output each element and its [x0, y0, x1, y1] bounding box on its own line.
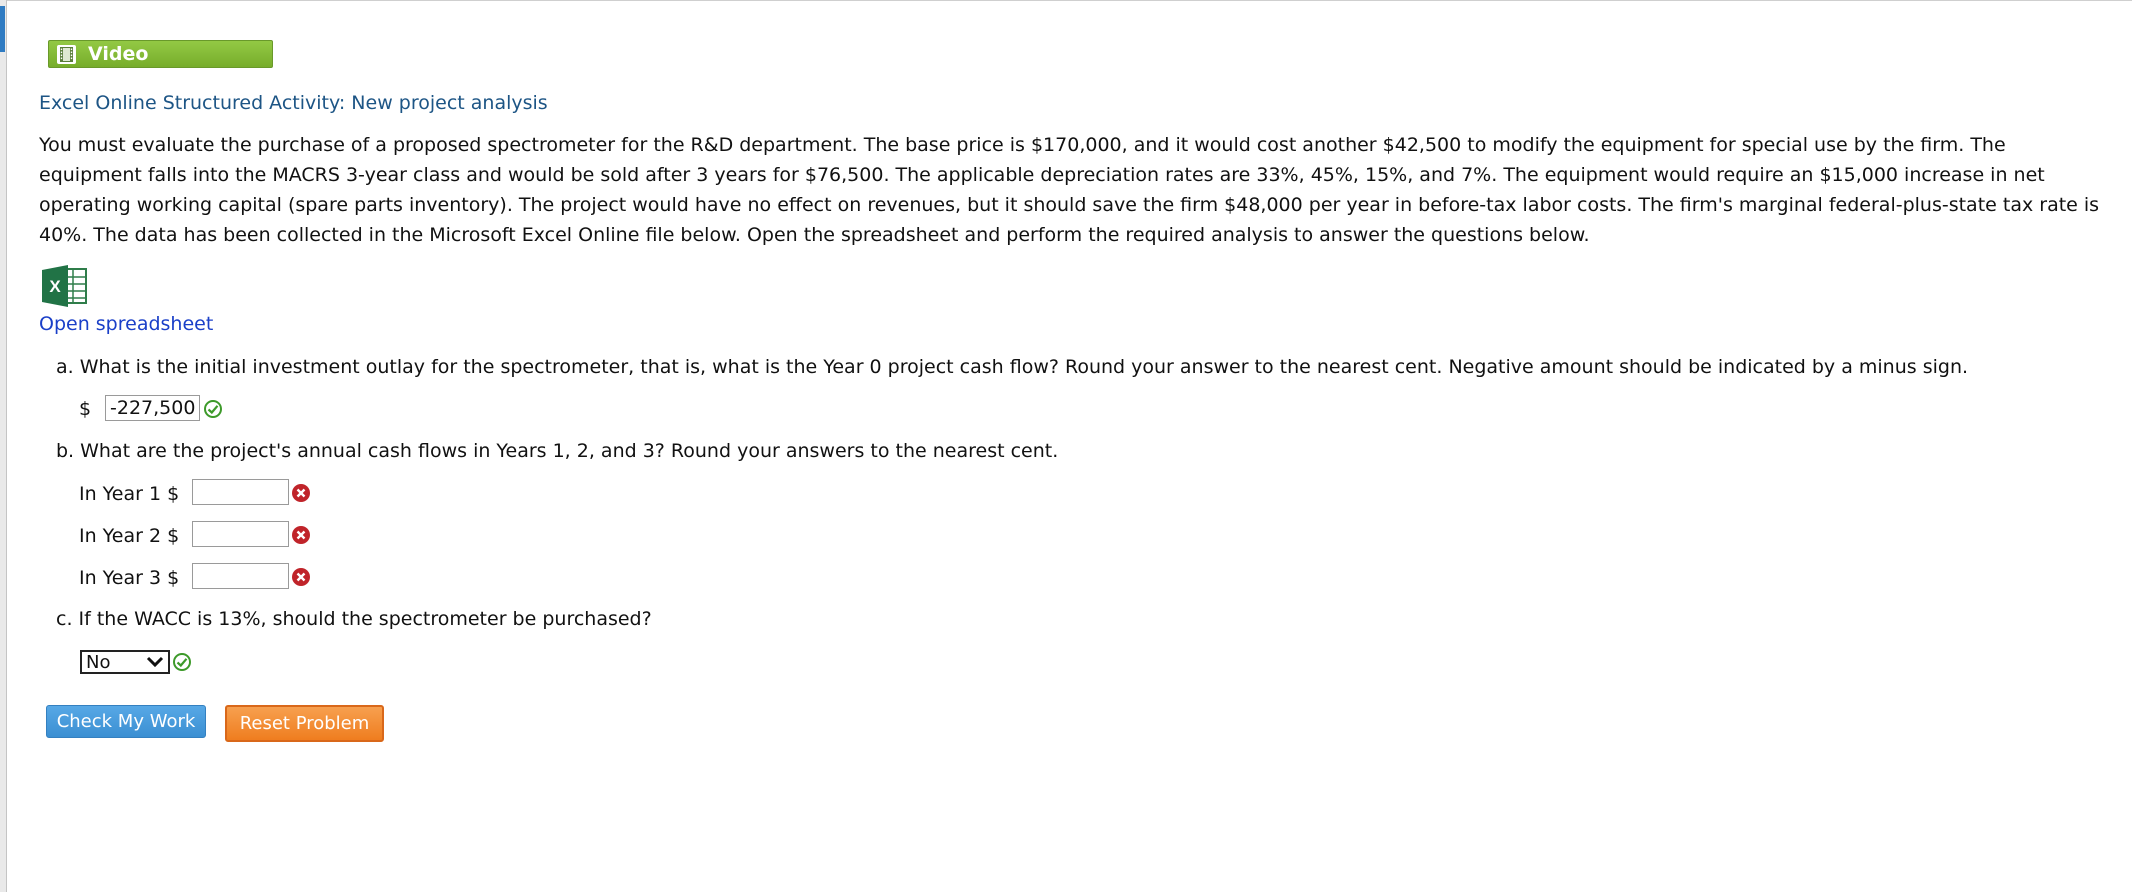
year-2-cash-flow-input[interactable] [192, 521, 289, 547]
open-spreadsheet-link[interactable]: Open spreadsheet [39, 313, 214, 335]
excel-icon[interactable] [42, 265, 88, 307]
question-a-text: a. What is the initial investment outlay for the spectrometer, that is, what is the Year 0 project cash flow? Round your answer to the nearest cent. Negative amount should be indicated by a minus sign. [56, 356, 1969, 378]
year-3-label: In Year 3 $ [79, 567, 180, 589]
question-c-text: c. If the WACC is 13%, should the spectrometer be purchased? [56, 608, 652, 630]
activity-title: Excel Online Structured Activity: New project analysis [39, 92, 548, 114]
check-my-work-button[interactable]: Check My Work [46, 705, 206, 738]
check-icon [203, 399, 223, 419]
error-x-icon [291, 567, 311, 587]
error-x-icon [291, 525, 311, 545]
question-a-currency: $ [79, 398, 92, 420]
reset-problem-button[interactable]: Reset Problem [225, 705, 384, 742]
left-frame-border [0, 0, 7, 892]
year-1-label: In Year 1 $ [79, 483, 180, 505]
question-b-text: b. What are the project's annual cash flows in Years 1, 2, and 3? Round your answers to the nearest cent. [56, 440, 1059, 462]
year-2-label: In Year 2 $ [79, 525, 180, 547]
chevron-down-icon [146, 656, 164, 668]
error-x-icon [291, 483, 311, 503]
left-accent-bar [0, 6, 5, 52]
svg-text:X: X [49, 277, 61, 296]
purchase-decision-select[interactable] [80, 650, 170, 674]
top-border [0, 0, 2132, 1]
check-icon [172, 652, 192, 672]
problem-description: You must evaluate the purchase of a proposed spectrometer for the R&D department. The base price is $170,000, and it would cost another $42,500 to modify the equipment for special use by the firm. The equipment falls into the MACRS 3-year class and would be sold after 3 years for $76,500. The applicable depreciation rates are 33%, 45%, 15%, and 7%. The equipment would require an $15,000 increase in net operating working capital (spare parts inventory). The project would have no effect on revenues, but it should save the firm $48,000 per year in before-tax labor costs. The firm's marginal federal-plus-state tax rate is 40%. The data has been collected in the Microsoft Excel Online file below. Open the spreadsheet and perform the required analysis to answer the questions below. [39, 134, 2100, 246]
year-1-cash-flow-input[interactable] [192, 479, 289, 505]
video-button-label: Video [88, 43, 149, 65]
selected-option: No [86, 651, 111, 673]
year0-cash-flow-input[interactable] [105, 395, 200, 421]
film-icon [57, 45, 76, 64]
year-3-cash-flow-input[interactable] [192, 563, 289, 589]
video-button[interactable] [48, 40, 273, 68]
